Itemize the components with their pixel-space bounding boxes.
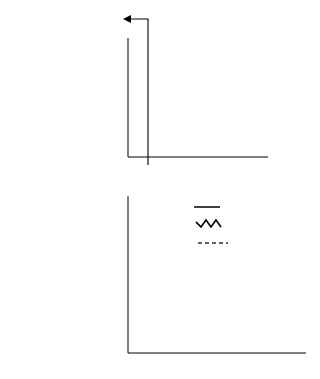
top-chart [124,19,268,165]
legend [194,207,228,243]
bottom-chart [128,196,306,353]
legend-swatch-zigzag [196,220,221,227]
